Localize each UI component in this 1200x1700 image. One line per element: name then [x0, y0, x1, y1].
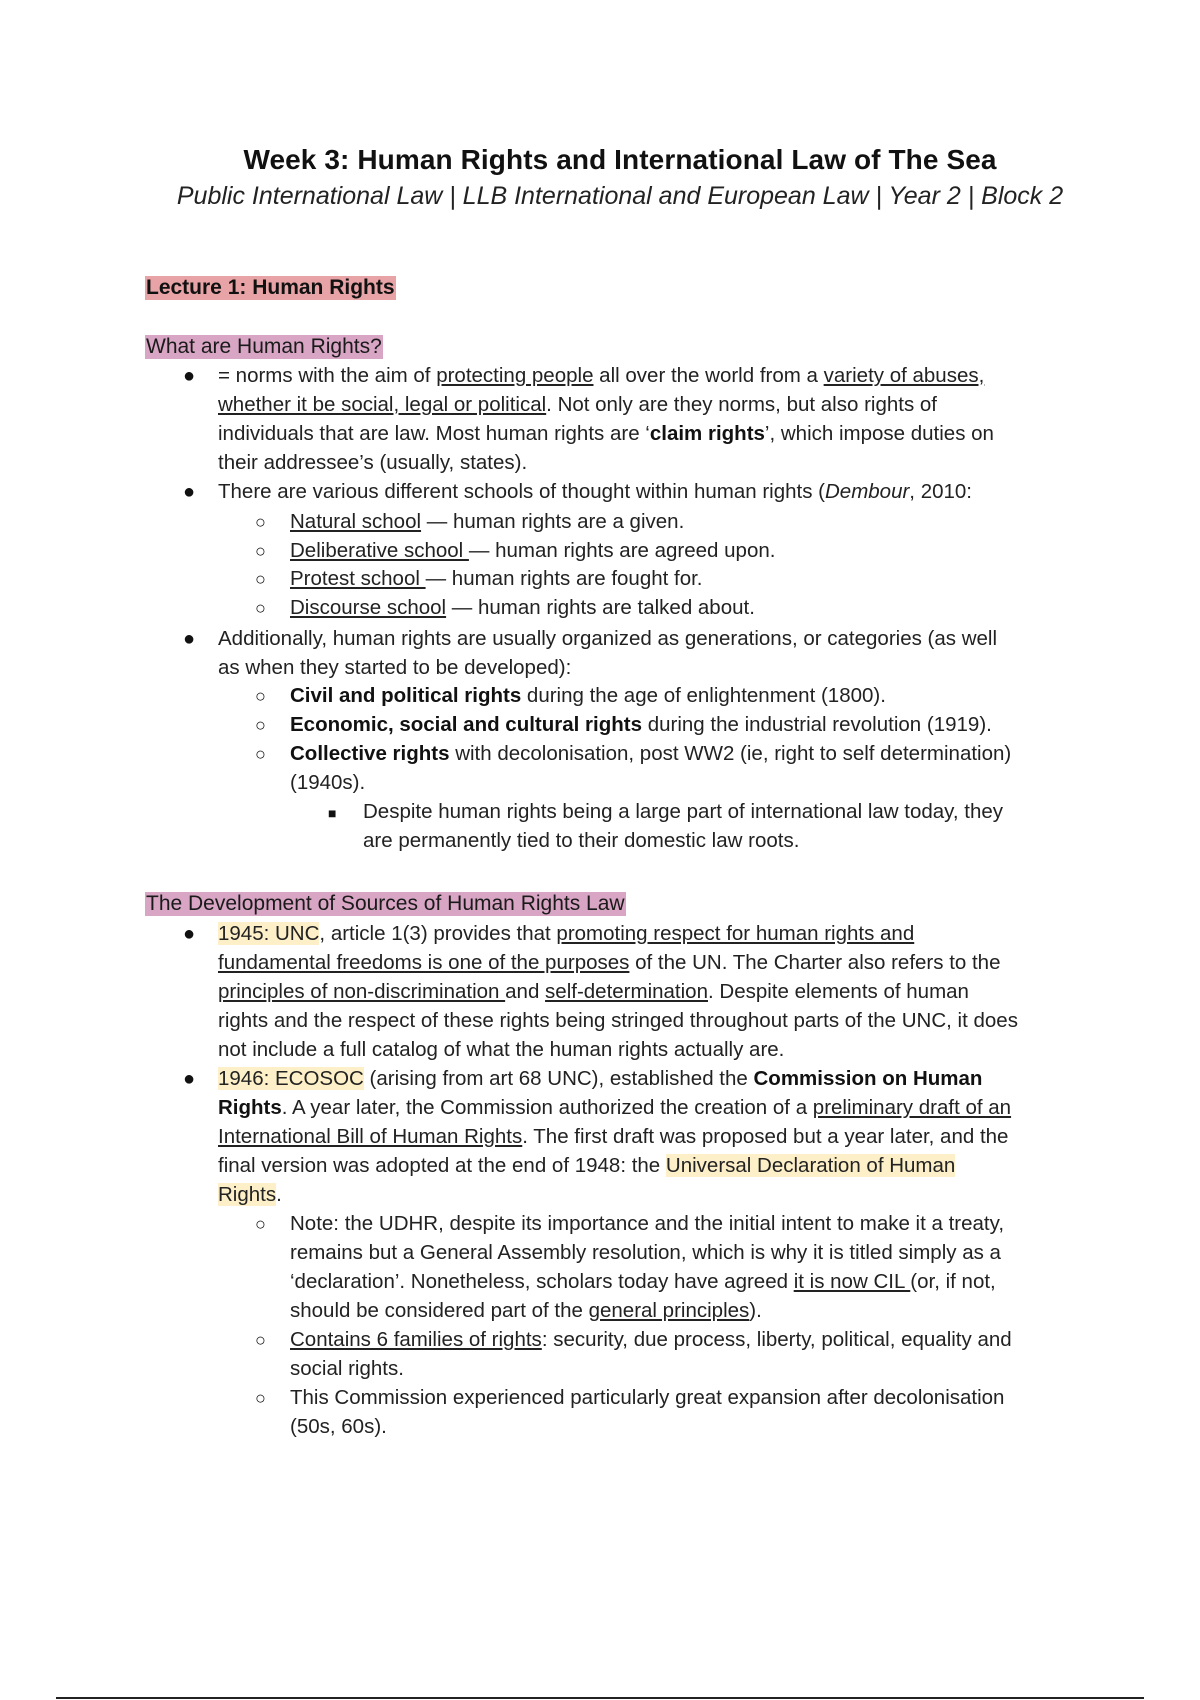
square-bullet-icon: ■	[328, 805, 337, 821]
section-heading-development-of-sources: The Development of Sources of Human Rights Law	[146, 892, 625, 915]
text-line: There are various different schools of thought within human rights (Dembour, 2010:	[218, 480, 972, 503]
bullet-icon: ●	[183, 628, 196, 650]
text-line: remains but a General Assembly resolution, which is why it is titled simply as a	[290, 1241, 1001, 1264]
list-item-generation: Civil and political rights during the age of enlightenment (1800).	[290, 684, 886, 707]
text-line: = norms with the aim of protecting people all over the world from a variety of abuses,	[218, 364, 985, 387]
circle-bullet-icon: ○	[255, 569, 266, 589]
text-line: 1946: ECOSOC (arising from art 68 UNC), established the Commission on Human	[218, 1067, 983, 1090]
bullet-icon: ●	[183, 365, 196, 387]
text-line: social rights.	[290, 1357, 404, 1380]
page-title: Week 3: Human Rights and International Law of The Sea	[243, 144, 997, 175]
text-line: whether it be social, legal or political. Not only are they norms, but also rights of	[218, 393, 937, 416]
text-line: fundamental freedoms is one of the purposes of the UN. The Charter also refers to the	[218, 951, 1001, 974]
text-line: individuals that are law. Most human rights are ‘claim rights’, which impose duties on	[218, 422, 994, 445]
text-line: Additionally, human rights are usually organized as generations, or categories (as well	[218, 627, 998, 650]
list-item-school: Discourse school — human rights are talked about.	[290, 596, 755, 619]
text-line: This Commission experienced particularly great expansion after decolonisation	[290, 1386, 1005, 1409]
text-line: Contains 6 families of rights: security, due process, liberty, political, equality and	[290, 1328, 1012, 1351]
bullet-icon: ●	[183, 923, 196, 945]
list-item-school: Protest school — human rights are fought for.	[290, 567, 703, 590]
text-line: ‘declaration’. Nonetheless, scholars today have agreed it is now CIL (or, if not,	[290, 1270, 996, 1293]
circle-bullet-icon: ○	[255, 1330, 266, 1350]
text-line: Note: the UDHR, despite its importance and the initial intent to make it a treaty,	[290, 1212, 1005, 1235]
circle-bullet-icon: ○	[255, 1214, 266, 1234]
circle-bullet-icon: ○	[255, 598, 266, 618]
text-line: Despite human rights being a large part of international law today, they	[363, 800, 1004, 823]
lecture-heading: Lecture 1: Human Rights	[146, 276, 395, 299]
text-line: Rights.	[218, 1183, 282, 1206]
circle-bullet-icon: ○	[255, 541, 266, 561]
text-line: principles of non-discrimination and self-determination. Despite elements of human	[218, 980, 969, 1003]
text-line: (1940s).	[290, 771, 366, 794]
list-item-school: Natural school — human rights are a given.	[290, 510, 685, 533]
text-line: (50s, 60s).	[290, 1415, 387, 1438]
footer-rule	[56, 1697, 1144, 1699]
circle-bullet-icon: ○	[255, 512, 266, 532]
bullet-icon: ●	[183, 1068, 196, 1090]
text-line: as when they started to be developed):	[218, 656, 572, 679]
list-item-generation: Collective rights with decolonisation, post WW2 (ie, right to self determination)	[290, 742, 1012, 765]
text-line: are permanently tied to their domestic law roots.	[363, 829, 800, 852]
text-line: should be considered part of the general principles).	[290, 1299, 762, 1322]
section-heading-what-are-human-rights: What are Human Rights?	[146, 335, 382, 358]
text-line: final version was adopted at the end of 1948: the Universal Declaration of Human	[218, 1154, 956, 1177]
circle-bullet-icon: ○	[255, 715, 266, 735]
text-line: their addressee’s (usually, states).	[218, 451, 528, 474]
text-line: 1945: UNC, article 1(3) provides that promoting respect for human rights and	[218, 922, 915, 945]
list-item-school: Deliberative school — human rights are agreed upon.	[290, 539, 776, 562]
page-subtitle: Public International Law | LLB International and European Law | Year 2 | Block 2	[176, 182, 1064, 210]
circle-bullet-icon: ○	[255, 1388, 266, 1408]
text-line: International Bill of Human Rights. The first draft was proposed but a year later, and the	[218, 1125, 1009, 1148]
circle-bullet-icon: ○	[255, 686, 266, 706]
text-line: rights and the respect of these rights being stringed throughout parts of the UNC, it does	[218, 1009, 1018, 1032]
text-line: not include a full catalog of what the human rights actually are.	[218, 1038, 785, 1061]
text-line: Rights. A year later, the Commission authorized the creation of a preliminary draft of an	[218, 1096, 1012, 1119]
circle-bullet-icon: ○	[255, 744, 266, 764]
bullet-icon: ●	[183, 481, 196, 503]
list-item-generation: Economic, social and cultural rights during the industrial revolution (1919).	[290, 713, 992, 736]
